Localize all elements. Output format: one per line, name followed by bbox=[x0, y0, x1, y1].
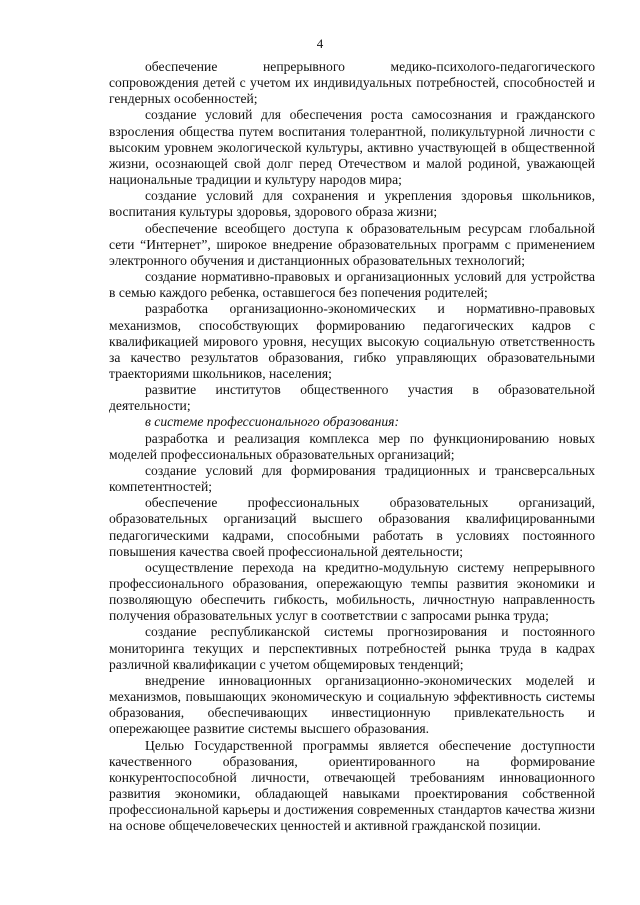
document-body bbox=[109, 59, 595, 835]
paragraph: разработка и реализация комплекса мер по функционированию новых моделей профессиональных образовательных организаций; bbox=[109, 430, 595, 462]
paragraph: создание условий для формирования традиционных и трансверсальных компетентностей; bbox=[109, 462, 595, 495]
paragraph: осуществление перехода на кредитно-модульную систему непрерывного профессионального образования, опережающую темпы развития экономики и позволяющую обеспечить гибкость, мобильность, личностную направленность получения образовательных услуг в соответствии с запросами рынка труда; bbox=[109, 559, 595, 624]
page-number: 4 bbox=[316, 36, 324, 51]
paragraph: обеспечение профессиональных образовательных организаций, образовательных организаций высшего образования квалифицированными педагогическими кадрами, способными работать в условиях постоянного повышения качества своей профессиональной деятельности; bbox=[109, 495, 595, 559]
paragraph: внедрение инновационных организационно-экономических моделей и механизмов, повышающих экономическую и социальную эффективность системы образования, обеспечивающих инвестиционную привлекательность и опережающее развитие системы высшего образования. bbox=[109, 672, 595, 737]
paragraph: разработка организационно-экономических и нормативно-правовых механизмов, способствующих формированию педагогических кадров с квалификацией мирового уровня, несущих высокую социальную ответственность за качество результатов образования, гибко управляющих образовательными траекториями школьников, населения; bbox=[109, 301, 595, 381]
paragraph: обеспечение непрерывного медико-психолого-педагогического сопровождения детей с учетом их индивидуальных потребностей, способностей и гендерных особенностей; bbox=[109, 59, 595, 107]
paragraph: создание условий для сохранения и укрепления здоровья школьников, воспитания культуры здоровья, здорового образа жизни; bbox=[109, 188, 595, 220]
paragraph: развитие институтов общественного участия в образовательной деятельности; bbox=[109, 382, 595, 414]
paragraph: Целью Государственной программы является обеспечение доступности качественного образования, ориентированного на формирование конкурентоспособной личности, отвечающей требованиям инновационного развития экономики, обладающей навыками проектирования собственной профессиональной карьеры и достижения современных стандартов качества жизни на основе общечеловеческих ценностей и активной гражданской позиции. bbox=[109, 737, 595, 834]
section-heading: в системе профессионального образования: bbox=[145, 414, 399, 430]
paragraph: создание условий для обеспечения роста самосознания и гражданского взросления общества путем воспитания толерантной, поликультурной личности с высоким уровнем экологической культуры, активно участвующей в общественной жизни, осознающей свой долг перед Отечеством и малой родиной, уважающей национальные традиции и культуру народов мира; bbox=[109, 107, 595, 188]
paragraph: обеспечение всеобщего доступа к образовательным ресурсам глобальной сети “Интернет”, широкое внедрение образовательных программ с применением электронного обучения и дистанционных образовательных технологий; bbox=[109, 220, 595, 268]
paragraph: создание республиканской системы прогнозирования и постоянного мониторинга текущих и перспективных потребностей рынка труда в кадрах различной квалификации с учетом общемировых тенденций; bbox=[109, 624, 595, 672]
paragraph: создание нормативно-правовых и организационных условий для устройства в семью каждого ребенка, оставшегося без попечения родителей; bbox=[109, 269, 595, 301]
